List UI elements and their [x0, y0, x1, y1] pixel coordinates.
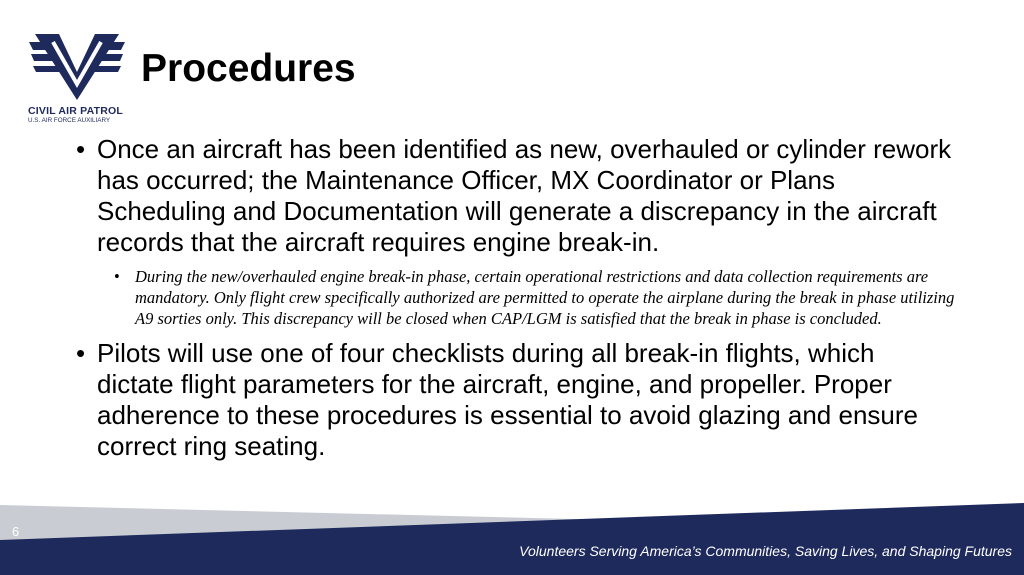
civil-air-patrol-wings-icon [29, 28, 125, 102]
footer-tagline: Volunteers Serving America’s Communities, Saving Lives, and Shaping Futures [519, 543, 1012, 559]
slide-title: Procedures [141, 47, 356, 90]
bullet-text: Pilots will use one of four checklists during all break-in flights, which dictate flight parameters for the aircraft, engine, and propeller. Proper adherence to these procedures is essential to avoid glazing and ensure correct ring seating. [97, 338, 918, 462]
footer-band [0, 500, 1024, 575]
bullet-icon: • [76, 134, 86, 164]
bullet-item [76, 134, 956, 258]
bullet-icon: • [76, 338, 86, 369]
footer-background [0, 500, 1024, 575]
slide-body [76, 134, 956, 471]
sub-bullet-text: During the new/overhauled engine break-in phase, certain operational restrictions and data collection requirements are mandatory. Only flight crew specifically authorized are permitted to operate the airplane during the break in phase utilizing A9 sorties only. This discrepancy will be closed when CAP/LGM is satisfied that the break in phase is concluded. [135, 267, 955, 328]
logo-name: CIVIL AIR PATROL [28, 105, 123, 117]
bullet-text: Once an aircraft has been identified as new, overhauled or cylinder rework has occurred; the Maintenance Officer, MX Coordinator or Plans Scheduling and Documentation will generate a discrepancy in the aircraft records that the aircraft requires engine break-in. [97, 134, 952, 257]
cap-logo [26, 28, 126, 128]
logo-subtitle: U.S. AIR FORCE AUXILIARY [28, 117, 111, 124]
bullet-item [76, 338, 956, 462]
sub-bullet-item [76, 267, 956, 329]
page-number: 6 [12, 524, 20, 539]
sub-bullet-icon: • [114, 267, 120, 286]
